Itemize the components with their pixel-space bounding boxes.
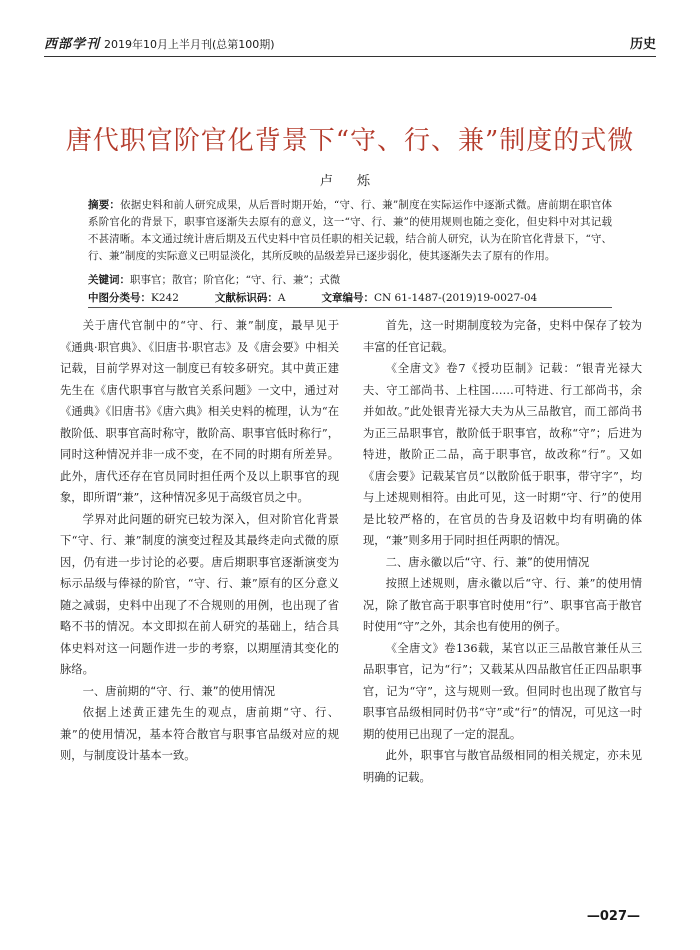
class-number bbox=[88, 290, 179, 305]
class-label: 中图分类号： bbox=[88, 292, 151, 304]
body-paragraph: 此外，职事官与散官品级相同的相关规定，亦未见明确的记载。 bbox=[363, 749, 642, 784]
abstract-text: 依据史料和前人研究成果，从后晋时期开始，“守、行、兼”制度在实际运作中逐渐式微。唐前期在职官体系阶官化的背景下，职事官逐渐失去原有的意义，这一“守、行、兼”的使用规则也随之变化，但史料中对其记载不甚清晰。本文通过统计唐后期及五代史料中官员任职的相关记载，结合前人研究，认为在阶官化背景下，“守、行、兼”制度的实际意义已明显淡化，其所反映的品级差异已逐步弱化，使其逐渐失去了原有的作用。 bbox=[88, 199, 613, 262]
body-paragraph: 按照上述规则，唐永徽以后“守、行、兼”的使用情况，除了散官高于职事官时使用“行”、职事官高于散官时使用“守”之外，其余也有使用的例子。 bbox=[363, 577, 642, 633]
article-number bbox=[321, 290, 537, 305]
header-left bbox=[44, 33, 275, 52]
section-heading: 一、唐前期的“守、行、兼”的使用情况 bbox=[82, 684, 276, 698]
body-paragraph: 《全唐文》卷7《授功臣制》记载：“银青光禄大夫、守工部尚书、上柱国……可特进、行工部尚书，余并如故。”此处银青光禄大夫为从三品散官，而工部尚书为正三品职事官，散阶低于职事官，故称“守”；后进为特进，散阶正二品，高于职事官，故改称“行”。又如《唐会要》记载某官员“以散阶低于职事，带守字”，均与上述规则相符。由此可见，这一时期“守、行”的使用是比较严格的，在官员的告身及诏敕中均有明确的体现，“兼”则多用于同时担任两职的情况。 bbox=[363, 362, 642, 547]
body-paragraph: 依据上述黄正建先生的观点，唐前期“守、行、兼”的使用情况，基本符合散官与职事官品级对应的规则，与制度设计基本一致。 bbox=[60, 706, 339, 762]
doc-label: 文献标识码： bbox=[214, 292, 278, 304]
journal-logo: 西部学刊 bbox=[44, 37, 101, 52]
section-heading: 二、唐永徽以后“守、行、兼”的使用情况 bbox=[385, 555, 590, 569]
running-header bbox=[44, 30, 656, 57]
doc-code bbox=[215, 290, 286, 305]
page-number: —027— bbox=[586, 909, 640, 924]
author-name: 卢 烁 bbox=[319, 174, 381, 189]
issue-info: 2019年10月上半月刊(总第100期) bbox=[104, 38, 275, 51]
article-title: 唐代职官阶官化背景下“守、行、兼”制度的式微 bbox=[65, 126, 635, 156]
article-label: 文章编号： bbox=[321, 292, 374, 304]
article-value: CN 61-1487-(2019)19-0027-04 bbox=[373, 292, 538, 304]
abstract bbox=[88, 197, 612, 265]
body-column-left bbox=[60, 315, 339, 767]
body-column-right bbox=[363, 315, 642, 788]
body-paragraph: 《全唐文》卷136载，某官以正三品散官兼任从三品职事官，记为“行”；又载某从四品散官任正四品职事官，记为“守”，这与规则一致。但同时也出现了散官与职事官品级相同时仍书“守”或“行”的情况，可见这一时期的使用已出现了一定的混乱。 bbox=[363, 641, 642, 741]
class-value: K242 bbox=[151, 292, 179, 304]
body-paragraph: 关于唐代官制中的“守、行、兼”制度，最早见于《通典·职官典》、《旧唐书·职官志》及《唐会要》中相关记载，目前学界对这一制度已有较多研究。其中黄正建先生在《唐代职事官与散官关系问题》一文中，通过对《通典》《旧唐书》《唐六典》相关史料的梳理，认为“在散阶低、职事官高时称守，散阶高、职事官低时称行”，同时这种情况并非一成不变，在不同的时期有所差异。此外，唐代还存在官员同时担任两个及以上职事官的现象，即所谓“兼”，这种情况多见于高级官员之中。 bbox=[60, 319, 339, 504]
section-label: 历史 bbox=[629, 37, 656, 52]
doc-value: A bbox=[277, 292, 286, 304]
body-paragraph: 学界对此问题的研究已较为深入，但对阶官化背景下“守、行、兼”制度的演变过程及其最终走向式微的原因，仍有进一步讨论的必要。唐后期职事官逐渐演变为标示品级与俸禄的阶官，“守、行、兼”原有的区分意义随之减弱，史料中出现了不合规则的用例，也出现了省略不书的情况。本文即拟在前人研究的基础上，结合具体史料对这一问题作进一步的考察，以期厘清其变化的脉络。 bbox=[60, 512, 339, 676]
keywords bbox=[88, 272, 612, 289]
abstract-label: 摘要： bbox=[88, 199, 121, 211]
keywords-text: 职事官；散官；阶官化；“守、行、兼”；式微 bbox=[130, 274, 341, 286]
divider bbox=[88, 307, 612, 308]
body-paragraph: 首先，这一时期制度较为完备，史料中保存了较为丰富的任官记载。 bbox=[363, 319, 642, 354]
keywords-label: 关键词： bbox=[88, 274, 130, 286]
classification-line bbox=[88, 290, 612, 305]
